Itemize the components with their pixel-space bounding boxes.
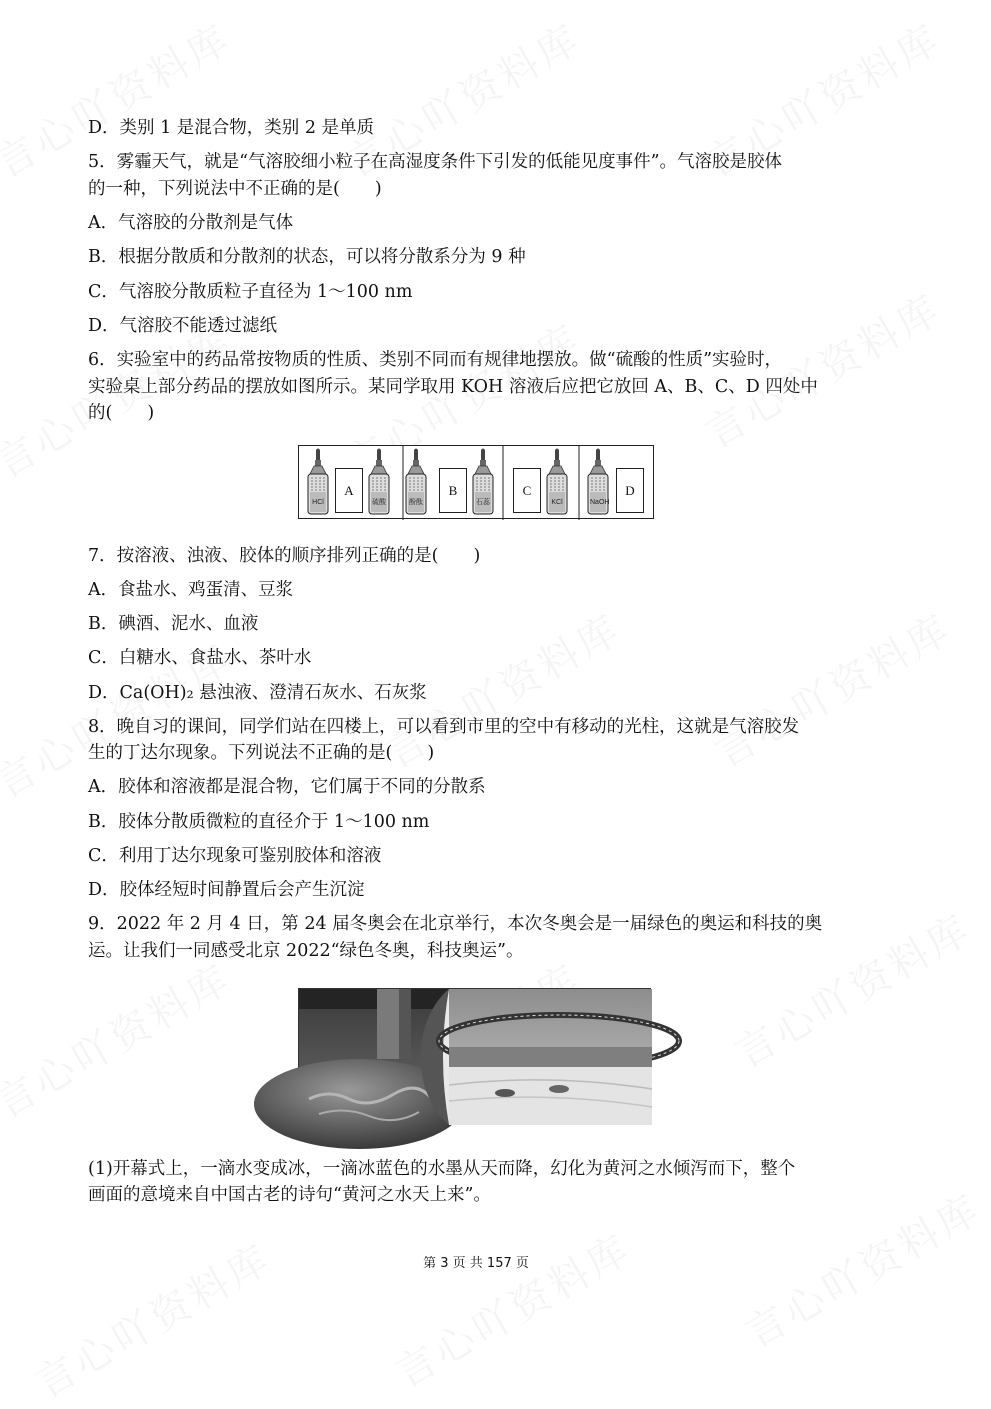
text-line: B．胶体分散质微粒的直径介于 1～100 nm	[88, 812, 430, 832]
bottle-label-phenolphthalein: 酚酞	[409, 499, 423, 506]
watermark-text	[703, 598, 960, 779]
page-footer: 第 3 页 共 157 页	[423, 1256, 529, 1271]
photo-drawing	[299, 989, 652, 1125]
text-line: D．气溶胶不能透过滤纸	[88, 316, 278, 336]
reagent-shelf-figure	[298, 445, 654, 519]
text-line: 9．2022 年 2 月 4 日，第 24 届冬奥会在北京举行，本次冬奥会是一届绿色的奥运和科技的奥	[88, 914, 823, 934]
winter-olympics-photo	[298, 988, 651, 1124]
text-line: C．气溶胶分散质粒子直径为 1～100 nm	[88, 282, 413, 302]
watermark-text	[383, 1218, 640, 1399]
slot-b: B	[439, 468, 467, 513]
text-line: (1)开幕式上，一滴水变成冰，一滴冰蓝色的水墨从天而降，幻化为黄河之水倾泻而下，整个	[88, 1159, 796, 1179]
bottle-label-naoh: NaOH	[590, 499, 610, 506]
text-line: 生的丁达尔现象。下列说法不正确的是( )	[88, 743, 435, 763]
slot-a: A	[335, 468, 363, 513]
watermark-text	[0, 948, 241, 1129]
slot-d: D	[616, 468, 644, 513]
bottle-label-litmus: 石蕊	[476, 499, 490, 506]
text-line: A．气溶胶的分散剂是气体	[88, 213, 294, 233]
text-line: A．食盐水、鸡蛋清、豆浆	[88, 580, 294, 600]
text-line: 的一种，下列说法中不正确的是( )	[88, 179, 382, 199]
bottle-label-sulfuric-acid: 硫酸	[372, 499, 386, 506]
text-line: D．胶体经短时间静置后会产生沉淀	[88, 880, 365, 900]
text-line: B．根据分散质和分散剂的状态，可以将分散系分为 9 种	[88, 247, 526, 267]
bottle-label-hcl: HCl	[312, 499, 324, 506]
text-line: 5．雾霾天气，就是“气溶胶细小粒子在高湿度条件下引发的低能见度事件”。气溶胶是胶体	[88, 152, 783, 172]
text-line: D．Ca(OH)₂ 悬浊液、澄清石灰水、石灰浆	[88, 683, 427, 703]
text-line: 画面的意境来自中国古老的诗句“黄河之水天上来”。	[88, 1185, 491, 1205]
text-line: D．类别 1 是混合物，类别 2 是单质	[88, 118, 375, 138]
text-line: 7．按溶液、浊液、胶体的顺序排列正确的是( )	[88, 546, 481, 566]
slot-c: C	[513, 468, 541, 513]
text-line: 实验桌上部分药品的摆放如图所示。某同学取用 KOH 溶液后应把它放回 A、B、C、D 四处中	[88, 377, 818, 397]
text-line: 6．实验室中的药品常按物质的性质、类别不同而有规律地摆放。做“硫酸的性质”实验时，	[88, 350, 783, 370]
text-line: 运。让我们一同感受北京 2022“绿色冬奥，科技奥运”。	[88, 941, 524, 961]
bottle-label-kcl: KCl	[551, 499, 563, 506]
text-line: C．利用丁达尔现象可鉴别胶体和溶液	[88, 846, 382, 866]
text-line: 的( )	[88, 403, 155, 423]
text-line: C．白糖水、食盐水、茶叶水	[88, 648, 312, 668]
text-line: 8．晚自习的课间，同学们站在四楼上，可以看到市里的空中有移动的光柱，这就是气溶胶发	[88, 717, 800, 737]
text-line: B．碘酒、泥水、血液	[88, 614, 259, 634]
text-line: A．胶体和溶液都是混合物，它们属于不同的分散系	[88, 777, 486, 797]
